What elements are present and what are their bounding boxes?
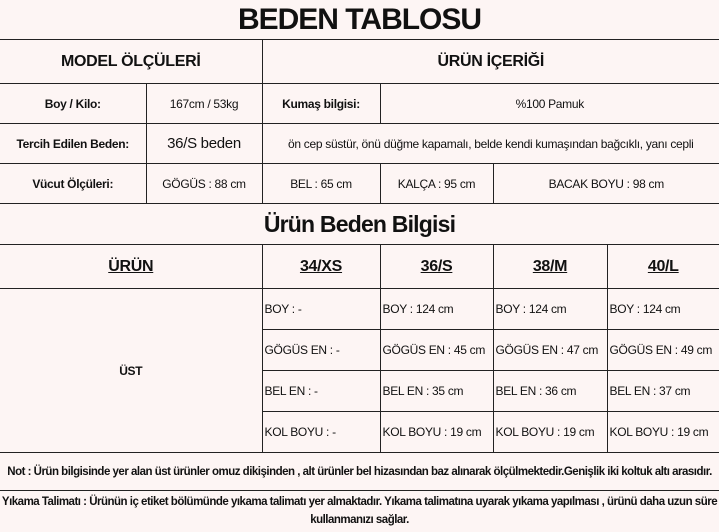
table-cell: KOL BOYU : - <box>262 412 380 453</box>
size-label: 40/L <box>647 257 679 275</box>
size-label: 34/XS <box>299 257 343 275</box>
page-title: BEDEN TABLOSU <box>0 0 719 40</box>
product-column-header <box>0 245 262 289</box>
product-header-text: ÜRÜN <box>108 257 154 275</box>
table-cell: BEL EN : - <box>262 371 380 412</box>
preferred-size-value: 36/S beden <box>146 124 262 164</box>
table-cell: BOY : 124 cm <box>493 289 607 330</box>
table-cell: GÖGÜS EN : 47 cm <box>493 330 607 371</box>
hip-measurement: KALÇA : 95 cm <box>380 164 493 204</box>
table-cell: BEL EN : 37 cm <box>607 371 719 412</box>
size-header <box>380 245 493 289</box>
leg-length-measurement: BACAK BOYU : 98 cm <box>493 164 719 204</box>
table-cell: BOY : - <box>262 289 380 330</box>
size-label: 38/M <box>532 257 568 275</box>
product-type: ÜST <box>0 289 262 453</box>
boy-kilo-label: Boy / Kilo: <box>0 84 146 124</box>
table-row <box>0 289 719 330</box>
size-label: 36/S <box>420 257 453 275</box>
size-header <box>607 245 719 289</box>
boy-kilo-value: 167cm / 53kg <box>146 84 262 124</box>
table-cell: GÖGÜS EN : - <box>262 330 380 371</box>
table-cell: BEL EN : 36 cm <box>493 371 607 412</box>
waist-measurement: BEL : 65 cm <box>262 164 380 204</box>
size-header <box>262 245 380 289</box>
model-header: MODEL ÖLÇÜLERİ <box>0 40 262 84</box>
table-cell: KOL BOYU : 19 cm <box>493 412 607 453</box>
table-cell: KOL BOYU : 19 cm <box>380 412 493 453</box>
product-description: ön cep süstür, önü düğme kapamalı, belde kendi kumaşından bağcıklı, yanı cepli <box>262 124 719 164</box>
table-cell: BOY : 124 cm <box>607 289 719 330</box>
table-cell: GÖGÜS EN : 49 cm <box>607 330 719 371</box>
chest-measurement: GÖGÜS : 88 cm <box>146 164 262 204</box>
fabric-label: Kumaş bilgisi: <box>262 84 380 124</box>
body-measurements-label: Vücut Ölçüleri: <box>0 164 146 204</box>
size-header <box>493 245 607 289</box>
table-cell: BOY : 124 cm <box>380 289 493 330</box>
table-cell: GÖGÜS EN : 45 cm <box>380 330 493 371</box>
measurement-note: Not : Ürün bilgisinde yer alan üst ürünler omuz dikişinden , alt ürünler bel hizasından baz alınarak ölçülmektedir.Genişlik iki koltuk altı arasıdır. <box>0 453 719 491</box>
fabric-value: %100 Pamuk <box>380 84 719 124</box>
washing-instructions: Yıkama Talimatı : Ürünün iç etiket bölümünde yıkama talimatı yer almaktadır. Yıkama talimatına uyarak yıkama yapılması , ürünü daha uzun süre kullanmanızı sağlar. <box>0 491 719 532</box>
size-info-title: Ürün Beden Bilgisi <box>0 204 719 245</box>
table-cell: KOL BOYU : 19 cm <box>607 412 719 453</box>
table-cell: BEL EN : 35 cm <box>380 371 493 412</box>
preferred-size-label: Tercih Edilen Beden: <box>0 124 146 164</box>
content-header: ÜRÜN İÇERİĞİ <box>262 40 719 84</box>
